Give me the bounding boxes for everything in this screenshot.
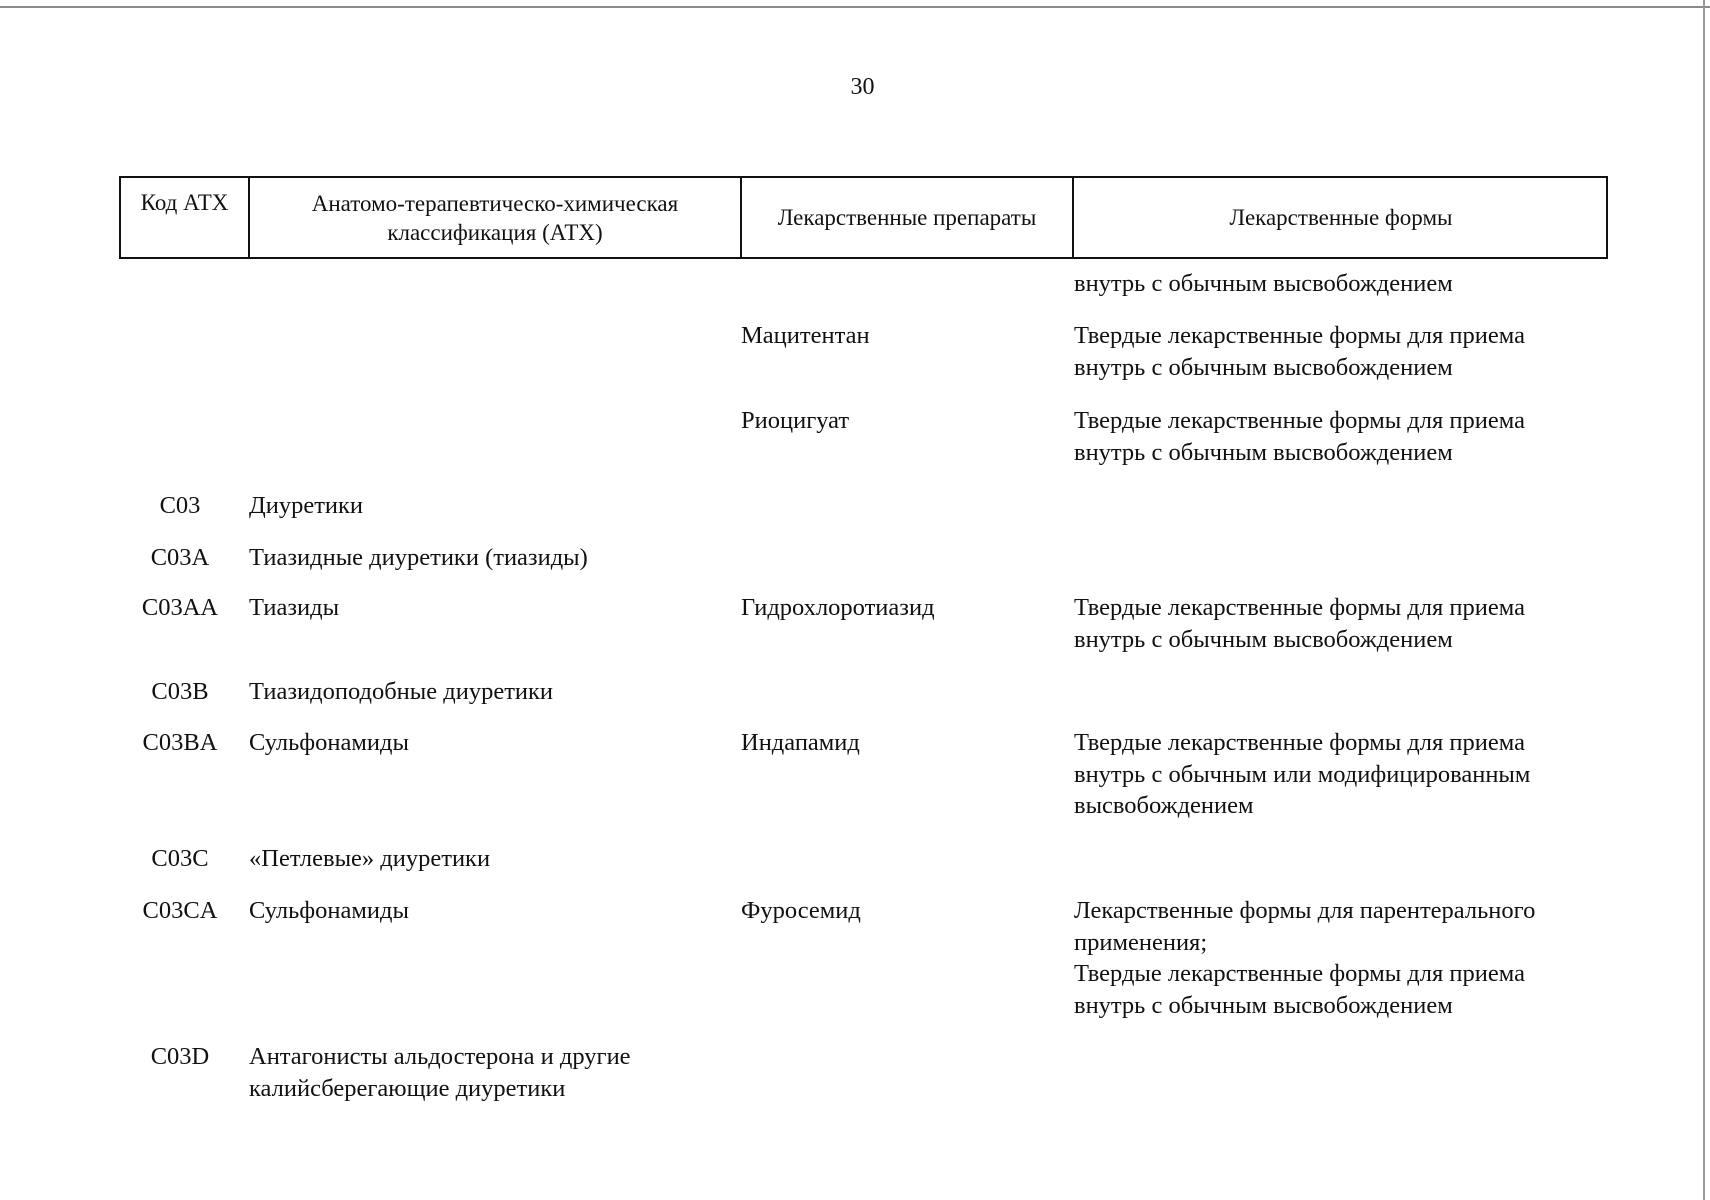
atc-code: C03A: [150, 544, 210, 571]
forms-line: внутрь с обычным высвобождением: [1074, 270, 1453, 297]
atc-code: C03D: [150, 1043, 210, 1070]
table-row-forms: [1074, 405, 1525, 468]
header-drugs: Лекарственные препараты: [740, 178, 1072, 257]
atc-name: Сульфонамиды: [249, 729, 409, 756]
atc-code: C03C: [151, 845, 209, 872]
forms-line: Твердые лекарственные формы для приема: [1074, 407, 1525, 434]
forms-line: внутрь с обычным высвобождением: [1074, 991, 1453, 1019]
page-top-border: [0, 6, 1710, 8]
table-row-forms: [1074, 895, 1535, 1021]
header-forms: Лекарственные формы: [1072, 178, 1608, 257]
header-atc-line-2: классификация (АТХ): [387, 219, 603, 245]
drug-name: Гидрохлоротиазид: [741, 594, 935, 621]
drug-name: Риоцигуат: [741, 407, 850, 434]
atc-name: [249, 1041, 631, 1104]
atc-name: «Петлевые» диуретики: [249, 845, 491, 872]
table-row-forms: [1074, 592, 1525, 655]
forms-line: Твердые лекарственные формы для приема: [1074, 594, 1525, 621]
atc-name: Тиазиды: [249, 594, 340, 621]
table-row-forms: [1074, 268, 1453, 300]
table-row-forms: [1074, 727, 1530, 822]
forms-line: Твердые лекарственные формы для приема: [1074, 729, 1525, 756]
forms-line: внутрь с обычным высвобождением: [1074, 625, 1453, 653]
header-code: Код АТХ: [140, 190, 229, 215]
forms-line: высвобождением: [1074, 792, 1254, 819]
header-atc-line-1: Анатомо-терапевтическо-химическая: [311, 190, 679, 216]
forms-line: внутрь с обычным высвобождением: [1074, 353, 1453, 381]
atc-name: Диуретики: [249, 492, 364, 519]
atc-code: C03AA: [141, 594, 219, 621]
atc-name-line: Антагонисты альдостерона и другие: [249, 1043, 631, 1070]
atc-code: C03BA: [142, 729, 218, 756]
forms-line: Твердые лекарственные формы для приема: [1074, 322, 1525, 349]
atc-name: Тиазидоподобные диуретики: [249, 678, 554, 705]
page-number: 30: [850, 74, 875, 100]
forms-line: Лекарственные формы для парентерального: [1074, 897, 1536, 924]
atc-code: C03CA: [142, 897, 218, 924]
drug-name: Индапамид: [741, 729, 860, 756]
drug-name: Мацитентан: [741, 322, 870, 349]
forms-line: применения;: [1074, 928, 1208, 956]
table-row-forms: [1074, 320, 1525, 383]
drug-name: Фуросемид: [741, 897, 861, 924]
forms-line: Твердые лекарственные формы для приема: [1074, 960, 1525, 987]
atc-code: C03B: [151, 678, 209, 705]
forms-line: внутрь с обычным высвобождением: [1074, 438, 1453, 466]
page-right-border: [1703, 0, 1705, 1200]
forms-line: внутрь с обычным или модифицированным: [1074, 760, 1531, 788]
atc-code: C03: [159, 492, 201, 519]
atc-name: Тиазидные диуретики (тиазиды): [249, 544, 588, 571]
table-header: [119, 176, 1608, 259]
header-atc-classification: [248, 178, 740, 257]
atc-name: Сульфонамиды: [249, 897, 409, 924]
atc-name-line: калийсберегающие диуретики: [249, 1074, 566, 1102]
